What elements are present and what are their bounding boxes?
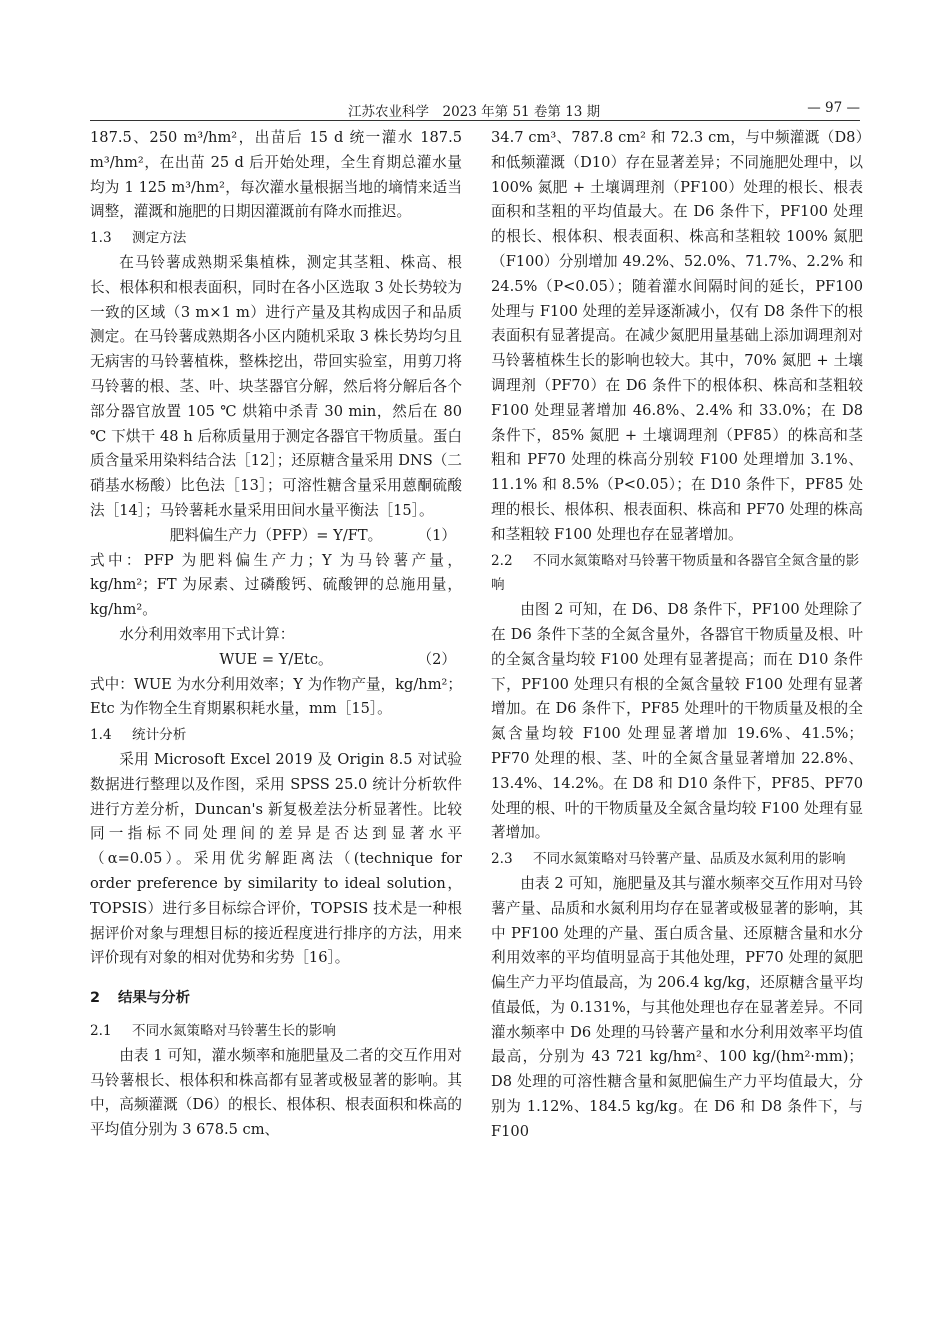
formula-text: 肥料偏生产力（PFP）= Y/FT。: [169, 526, 383, 544]
subsection-heading-1-3: 1.3 测定方法: [90, 230, 187, 247]
formula-text: WUE = Y/Etc。: [219, 650, 333, 668]
paragraph: 式中：PFP 为肥料偏生产力；Y 为马铃薯产量，kg/hm²；FT 为尿素、过磷酸钙、硫酸钾的总施用量，kg/hm²。: [90, 551, 462, 619]
right-column: [491, 126, 863, 1145]
subsection-heading-2-3: 2.3 不同水氮策略对马铃薯产量、品质及水氮利用的影响: [491, 851, 846, 868]
paragraph: 由图 2 可知，在 D6、D8 条件下，PF100 处理除了在 D6 条件下茎的全氮含量外，各器官干物质量及根、叶的全氮含量均较 F100 处理有显著提高；而在 D10 条件下，PF100 处理只有根的全氮含量较 F100 处理有显著增加。在 D6 条件下，PF85 处理叶的干物质量及根的全氮含量均较 F100 处理显著增加 19.6%、41.5%；PF70 处理的根、茎、叶的全氮含量显著增加 22.8%、13.4%、14.2%。在 D8 和 D10 条件下，PF85、PF70 处理的根、叶的干物质量及全氮含量均较 F100 处理有显著增加。: [491, 601, 863, 842]
formula-1: [90, 524, 462, 549]
paragraph: 采用 Microsoft Excel 2019 及 Origin 8.5 对试验数据进行整理以及作图，采用 SPSS 25.0 统计分析软件进行方差分析，Duncan's 新复极差法分析显著性。比较同一指标不同处理间的差异是否达到显著水平（α=0.05）。采用优劣解距离法（(technique for order preference by similarity to ideal solution，TOPSIS）进行多目标综合评价，TOPSIS 技术是一种根据评价对象与理想目标的接近程度进行排序的方法，用来评价现有对象的相对优势和劣势［16］。: [90, 750, 462, 967]
subsection-heading-2-1: 2.1 不同水氮策略对马铃薯生长的影响: [90, 1023, 336, 1040]
paragraph: 由表 2 可知，施肥量及其与灌水频率交互作用对马铃薯产量、品质和水氮利用均存在显著或极显著的影响，其中 PF100 处理的产量、蛋白质含量、还原糖含量和水分利用效率的平均值明显高于其他处理，PF70 处理的氮肥偏生产力平均值最高，为 206.4 kg/kg，还原糖含量平均值最低，为 0.131%，与其他处理也存在显著差异。不同灌水频率中 D6 处理的马铃薯产量和水分利用效率平均值最高，分别为 43 721 kg/hm²、100 kg/(hm²·mm)；D8 处理的可溶性糖含量和氮肥偏生产力平均值最大，分别为 1.12%、184.5 kg/kg。在 D6 和 D8 条件下，与 F100: [491, 874, 863, 1140]
subsection-heading-2-2: 2.2 不同水氮策略对马铃薯干物质量和各器官全氮含量的影响: [491, 552, 860, 594]
subsection-heading-1-4: 1.4 统计分析: [90, 727, 187, 744]
formula-number: （2）: [417, 650, 456, 668]
paragraph: 由表 1 可知，灌水频率和施肥量及二者的交互作用对马铃薯根长、根体积和株高都有显著或极显著的影响。其中，高频灌溉（D6）的根长、根体积、根表面积和株高的平均值分别为 3 678.5 cm、: [90, 1046, 462, 1139]
page-number: — 97 —: [807, 100, 860, 116]
journal-title: 江苏农业科学 2023 年第 51 卷第 13 期: [348, 104, 601, 120]
paragraph: 34.7 cm³、787.8 cm² 和 72.3 cm，与中频灌溉（D8）和低频灌溉（D10）存在显著差异；不同施肥处理中，以 100% 氮肥 + 土壤调理剂（PF100）处理的根长、根表面积和茎粗的平均值最大。在 D6 条件下，PF100 处理的根长、根体积、根表面积、株高和茎粗较 100% 氮肥（F100）分别增加 49.2%、52.0%、71.7%、2.2% 和 24.5%（P<0.05）；随着灌水间隔时间的延长，PF100 处理与 F100 处理的差异逐渐减小，仅有 D8 条件下的根表面积有显著提高。在减少氮肥用量基础上添加调理剂对马铃薯植株生长的影响也较大。其中，70% 氮肥 + 土壤调理剂（PF70）在 D6 条件下的根体积、株高和茎粗较 F100 处理显著增加 46.8%、2.4% 和 33.0%；在 D8 条件下，85% 氮肥 + 土壤调理剂（PF85）的株高和茎粗和 PF70 处理的株高分别较 F100 处理增加 3.1%、11.1% 和 8.5%（P<0.05）；在 D10 条件下，PF85 处理的根长、根体积、根表面积、株高和 PF70 处理的株高和茎粗较 F100 处理也存在显著增加。: [491, 129, 863, 543]
paragraph: 式中：WUE 为水分利用效率；Y 为作物产量，kg/hm²；Etc 为作物全生育期累积耗水量，mm［15］。: [90, 675, 462, 718]
left-column: [90, 126, 462, 1143]
paragraph: 187.5、250 m³/hm²，出苗后 15 d 统一灌水 187.5 m³/hm²，在出苗 25 d 后开始处理，全生育期总灌水量均为 1 125 m³/hm²，每次灌水量根据当地的墒情来适当调整，灌溉和施肥的日期因灌溉前有降水而推迟。: [90, 129, 462, 221]
section-heading-2: 2 结果与分析: [90, 990, 190, 1007]
formula-2: [90, 648, 462, 673]
paragraph: 在马铃薯成熟期采集植株，测定其茎粗、株高、根长、根体积和根表面积，同时在各小区选取 3 处长势较为一致的区域（3 m×1 m）进行产量及其构成因子和品质测定。在马铃薯成熟期各小区内随机采取 3 株长势均匀且无病害的马铃薯植株，整株挖出，带回实验室，用剪刀将马铃薯的根、茎、叶、块茎器官分解，然后将分解后各个部分器官放置 105 ℃ 烘箱中杀青 30 min，然后在 80 ℃ 下烘干 48 h 后称质量用于测定各器官干物质量。蛋白质含量采用染料结合法［12］；还原糖含量采用 DNS（二硝基水杨酸）比色法［13］；可溶性糖含量采用蒽酮硫酸法［14］；马铃薯耗水量采用田间水量平衡法［15］。: [90, 253, 462, 519]
running-header: [90, 98, 860, 121]
formula-number: （1）: [417, 526, 456, 544]
paragraph: 水分利用效率用下式计算：: [119, 625, 295, 643]
